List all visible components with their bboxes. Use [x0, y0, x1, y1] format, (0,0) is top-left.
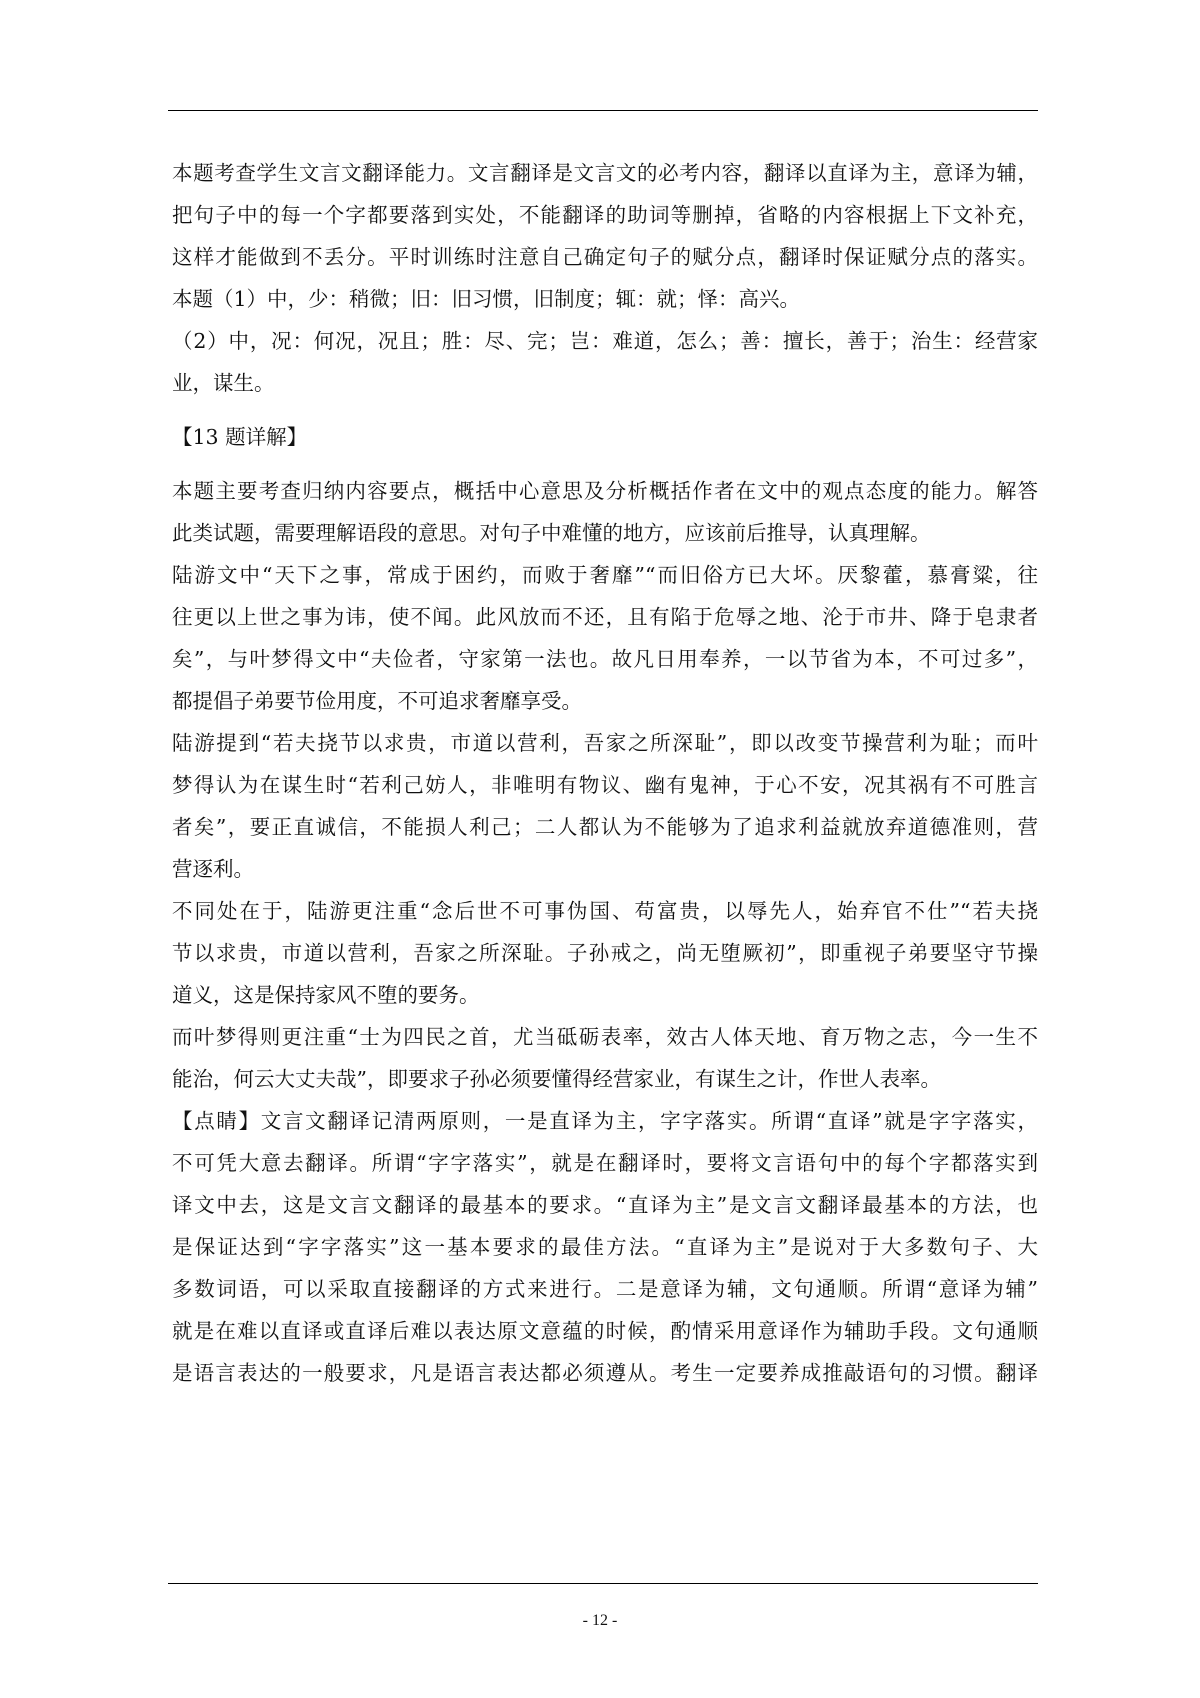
text-line: 译文中去，这是文言文翻译的最基本的要求。“直译为主”是文言文翻译最基本的方法，也: [172, 1193, 1038, 1217]
text-line: 陆游文中“天下之事，常成于困约，而败于奢靡”“而旧俗方已大坏。厌黎藿，慕膏粱，往: [172, 563, 1038, 587]
document-body: [172, 152, 1038, 1394]
text-line: 是保证达到“字字落实”这一基本要求的最佳方法。“直译为主”是说对于大多数句子、大: [172, 1235, 1038, 1259]
text-line: 梦得认为在谋生时“若利己妨人，非唯明有物议、幽有鬼神，于心不安，况其祸有不可胜言: [172, 773, 1038, 797]
text-line: 而叶梦得则更注重“士为四民之首，尤当砥砺表率，效古人体天地、育万物之志，今一生不: [172, 1025, 1038, 1049]
text-line: 本题主要考查归纳内容要点，概括中心意思及分析概括作者在文中的观点态度的能力。解答: [172, 479, 1038, 503]
text-line: 往更以上世之事为讳，使不闻。此风放而不还，且有陷于危辱之地、沦于市井、降于皂隶者: [172, 605, 1038, 629]
text-line: （2）中，况：何况，况且；胜：尽、完；岂：难道，怎么；善：擅长，善于；治生：经营家: [172, 329, 1038, 353]
text-line: 道义，这是保持家风不堕的要务。: [172, 983, 480, 1007]
text-line: 者矣”，要正直诚信，不能损人利己；二人都认为不能够为了追求利益就放弃道德准则，营: [172, 815, 1038, 839]
text-line: 此类试题，需要理解语段的意思。对句子中难懂的地方，应该前后推导，认真理解。: [172, 521, 931, 545]
text-line: 就是在难以直译或直译后难以表达原文意蕴的时候，酌情采用意译作为辅助手段。文句通顺: [172, 1319, 1038, 1343]
text-line: 营逐利。: [172, 857, 254, 881]
text-line: 不可凭大意去翻译。所谓“字字落实”，就是在翻译时，要将文言语句中的每个字都落实到: [172, 1151, 1038, 1175]
text-line: 多数词语，可以采取直接翻译的方式来进行。二是意译为辅，文句通顺。所谓“意译为辅”: [172, 1277, 1038, 1301]
text-line: 【点睛】文言文翻译记清两原则，一是直译为主，字字落实。所谓“直译”就是字字落实，: [172, 1109, 1038, 1133]
text-line: 是语言表达的一般要求，凡是语言表达都必须遵从。考生一定要养成推敲语句的习惯。翻译: [172, 1361, 1038, 1385]
text-line: 本题（1）中，少：稍微；旧：旧习惯，旧制度；辄：就；怿：高兴。: [172, 287, 801, 311]
page-number: - 12 -: [582, 1612, 618, 1629]
text-line: 陆游提到“若夫挠节以求贵，市道以营利，吾家之所深耻”，即以改变节操营利为耻；而叶: [172, 731, 1038, 755]
text-line: 这样才能做到不丢分。平时训练时注意自己确定句子的赋分点，翻译时保证赋分点的落实。: [172, 245, 1038, 269]
text-line: 能治，何云大丈夫哉”，即要求子孙必须要懂得经营家业，有谋生之计，作世人表率。: [172, 1067, 941, 1091]
text-line: 把句子中的每一个字都要落到实处，不能翻译的助词等删掉，省略的内容根据上下文补充，: [172, 203, 1038, 227]
text-line: 不同处在于，陆游更注重“念后世不可事伪国、苟富贵，以辱先人，始弃官不仕”“若夫挠: [172, 899, 1038, 923]
section-heading: 【13 题详解】: [172, 425, 308, 449]
text-line: 都提倡子弟要节俭用度，不可追求奢靡享受。: [172, 689, 582, 713]
text-line: 节以求贵，市道以营利，吾家之所深耻。子孙戒之，尚无堕厥初”，即重视子弟要坚守节操: [172, 941, 1038, 965]
text-line: 业，谋生。: [172, 371, 275, 395]
footer-rule: [168, 1583, 1038, 1584]
text-line: 本题考查学生文言文翻译能力。文言翻译是文言文的必考内容，翻译以直译为主，意译为辅，: [172, 161, 1038, 185]
text-line: 矣”，与叶梦得文中“夫俭者，守家第一法也。故凡日用奉养，一以节省为本，不可过多”，: [172, 647, 1038, 671]
header-rule: [168, 110, 1038, 111]
